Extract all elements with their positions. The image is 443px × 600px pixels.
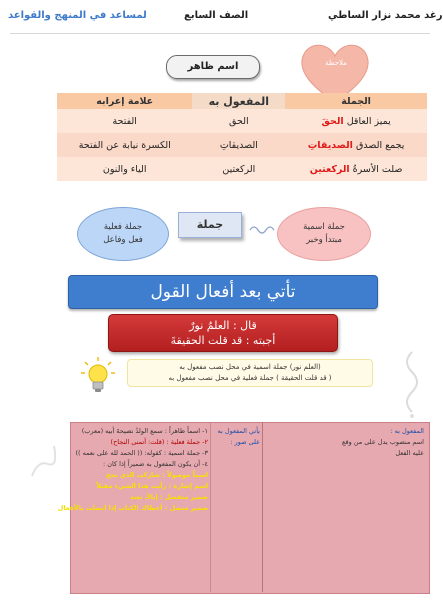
header-author: رغد محمد نزار الساطي (328, 10, 443, 21)
example-line: أجبته : قد قلت الحقيقةَ (170, 334, 276, 347)
list-item: ضمير منفصل : إياكَ نعبد (129, 493, 208, 501)
list-item: ضمير متصل : أعطاك الكتاب إذا اتصلت بالأفعال (57, 504, 208, 512)
heart-label: ملاحظة (325, 59, 347, 67)
sentence-cell: صلت الأسرةُ الركعتين (285, 157, 427, 181)
header-divider (10, 33, 430, 34)
sentence-box: جملة (178, 212, 242, 238)
table-row (57, 109, 427, 133)
list-item: اسم إشارة : رأيت هذا الشيء مقبلاً (96, 482, 208, 490)
definition-title: المفعول به : (390, 427, 424, 435)
term-pill: اسم ظاهر (166, 55, 260, 79)
panel-divider (262, 422, 263, 592)
col-sentence-header: الجملة (285, 93, 427, 109)
lightbulb-icon (80, 356, 116, 396)
forms-title: يأتي المفعول به على صور : (217, 427, 260, 446)
definition-line: عليه الفعل (395, 449, 424, 457)
panel-divider (210, 422, 211, 592)
list-item: ١- اسماً ظاهراً : سمع الولدُ نصيحةَ أبيه (معرب) (81, 427, 208, 435)
mark-cell: الفتحة (57, 109, 192, 133)
list-item: ٤- أن يكون المفعول به ضميراً إذا كان : (102, 460, 208, 468)
definition-block (268, 426, 424, 459)
mark-cell: الكسرة نيابة عن الفتحة (57, 133, 192, 157)
header-subject: لمساعد في المنهج والقواعد (8, 10, 147, 21)
list-item: ٢- جملة فعلية : (قلت: أتمنى النجاح) (110, 438, 208, 446)
object-cell: الصديقاتِ (192, 133, 285, 157)
ellipse-subtitle: فعل وفاعل (103, 235, 143, 245)
sentence-cell: يميز العاقل الحقَ (285, 109, 427, 133)
decorative-swirl-icon (398, 350, 424, 420)
definition-line: اسم منصوب يدل على من وقع (342, 438, 424, 446)
ellipse-title: جملة اسمية (303, 222, 345, 232)
nominal-sentence-ellipse (277, 207, 371, 261)
decorative-swirl-icon (28, 440, 58, 480)
list-item: اسماً موصولاً : شاركت الذي نجح (105, 471, 208, 479)
note-line: ( قد قلت الحقيقة ) جملة فعلية في محل نصب مفعول به (168, 374, 332, 382)
example-line: قال : العلمُ نورٌ (189, 319, 257, 332)
forms-list (57, 426, 208, 514)
verbal-sentence-ellipse (77, 207, 169, 261)
example-box (108, 314, 338, 352)
section-banner: تأتي بعد أفعال القول (68, 275, 378, 309)
ellipse-title: جملة فعلية (103, 222, 143, 232)
table-row (57, 133, 427, 157)
col-mark-header: علامة إعرابه (57, 93, 192, 109)
list-item: ٣- جملة اسمية : كقوله: (( الحمد لله على نعمه )) (75, 449, 208, 457)
sentence-cell: يجمع الصدق الصديقاتِ (285, 133, 427, 157)
object-cell: الركعتين (192, 157, 285, 181)
table-row (57, 157, 427, 181)
example-note (127, 359, 373, 387)
note-line: (العلم نور) جملة اسمية في محل نصب مفعول به (179, 363, 321, 371)
mark-cell: الياء والنون (57, 157, 192, 181)
examples-table (57, 93, 427, 181)
header-grade: الصف السابع (184, 10, 249, 21)
col-object-header: المفعول به (192, 93, 285, 109)
ellipse-subtitle: مبتدأ وخبر (306, 235, 342, 245)
object-cell: الحق (192, 109, 285, 133)
connector-curl-icon (248, 222, 276, 236)
